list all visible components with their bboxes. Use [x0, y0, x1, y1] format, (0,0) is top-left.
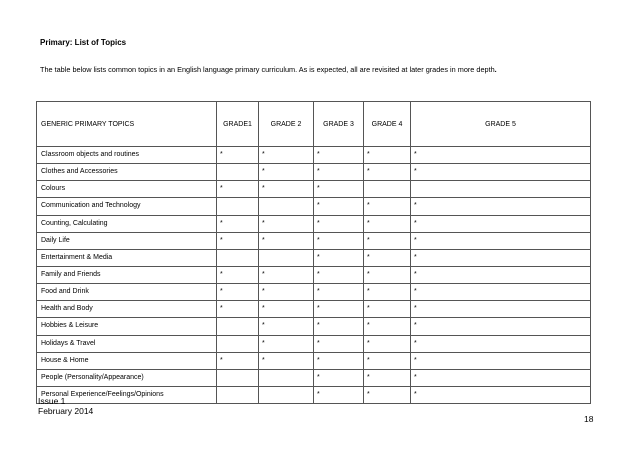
grade-3-mark: * [314, 352, 364, 369]
topic-cell: Colours [37, 181, 217, 198]
topics-table-body [37, 147, 591, 404]
grade-2-mark [259, 198, 314, 215]
page-title: Primary: List of Topics [40, 38, 127, 47]
grade-3-mark: * [314, 335, 364, 352]
table-row [37, 164, 591, 181]
issue-label: Issue 1 [38, 396, 66, 406]
topic-cell: Personal Experience/Feelings/Opinions [37, 386, 217, 403]
grade-3-mark: * [314, 386, 364, 403]
grade-3-mark: * [314, 249, 364, 266]
table-row [37, 198, 591, 215]
grade-2-mark: * [259, 266, 314, 283]
topic-cell: People (Personality/Appearance) [37, 369, 217, 386]
intro-text: The table below lists common topics in an English language primary curriculum. As is expected, all are revisited at later grades in more depth [40, 65, 495, 74]
grade-2-mark: * [259, 301, 314, 318]
grade-3-mark: * [314, 147, 364, 164]
grade-2-mark: * [259, 181, 314, 198]
grade-3-mark: * [314, 318, 364, 335]
topic-cell: Food and Drink [37, 284, 217, 301]
table-row [37, 284, 591, 301]
grade-4-mark: * [364, 249, 411, 266]
grade-3-mark: * [314, 181, 364, 198]
header-grade-5: GRADE 5 [411, 102, 591, 147]
grade-3-mark: * [314, 301, 364, 318]
grade-1-mark [217, 198, 259, 215]
header-grade-3: GRADE 3 [314, 102, 364, 147]
table-row [37, 249, 591, 266]
grade-1-mark: * [217, 232, 259, 249]
table-row [37, 181, 591, 198]
topic-cell: Entertainment & Media [37, 249, 217, 266]
grade-4-mark: * [364, 386, 411, 403]
table-row [37, 215, 591, 232]
grade-1-mark: * [217, 301, 259, 318]
grade-2-mark: * [259, 284, 314, 301]
grade-2-mark: * [259, 147, 314, 164]
grade-4-mark [364, 181, 411, 198]
table-row [37, 266, 591, 283]
grade-5-mark: * [411, 318, 591, 335]
grade-5-mark: * [411, 215, 591, 232]
grade-3-mark: * [314, 284, 364, 301]
table-row [37, 147, 591, 164]
grade-3-mark: * [314, 369, 364, 386]
grade-3-mark: * [314, 164, 364, 181]
grade-1-mark: * [217, 284, 259, 301]
grade-2-mark: * [259, 232, 314, 249]
grade-4-mark: * [364, 352, 411, 369]
topic-cell: Holidays & Travel [37, 335, 217, 352]
grade-5-mark: * [411, 147, 591, 164]
intro-period: . [494, 65, 497, 74]
topic-cell: Counting, Calculating [37, 215, 217, 232]
topic-cell: House & Home [37, 352, 217, 369]
grade-1-mark [217, 249, 259, 266]
grade-2-mark [259, 369, 314, 386]
grade-1-mark [217, 318, 259, 335]
grade-4-mark: * [364, 147, 411, 164]
topic-cell: Communication and Technology [37, 198, 217, 215]
grade-4-mark: * [364, 318, 411, 335]
grade-4-mark: * [364, 266, 411, 283]
grade-1-mark: * [217, 352, 259, 369]
grade-1-mark [217, 386, 259, 403]
grade-5-mark: * [411, 266, 591, 283]
grade-2-mark: * [259, 164, 314, 181]
table-row [37, 386, 591, 403]
grade-3-mark: * [314, 198, 364, 215]
header-grade-2: GRADE 2 [259, 102, 314, 147]
page-number: 18 [584, 414, 594, 424]
grade-2-mark [259, 249, 314, 266]
topic-cell: Family and Friends [37, 266, 217, 283]
grade-1-mark [217, 369, 259, 386]
grade-2-mark: * [259, 318, 314, 335]
grade-4-mark: * [364, 232, 411, 249]
table-row [37, 352, 591, 369]
footer [38, 396, 93, 416]
table-row [37, 301, 591, 318]
grade-1-mark: * [217, 266, 259, 283]
grade-5-mark: * [411, 198, 591, 215]
table-row [37, 369, 591, 386]
topic-cell: Health and Body [37, 301, 217, 318]
grade-4-mark: * [364, 215, 411, 232]
header-topics: GENERIC PRIMARY TOPICS [37, 102, 217, 147]
table-header-row [37, 102, 591, 147]
grade-5-mark: * [411, 249, 591, 266]
grade-1-mark [217, 164, 259, 181]
grade-2-mark [259, 386, 314, 403]
grade-2-mark: * [259, 215, 314, 232]
grade-1-mark: * [217, 147, 259, 164]
header-grade-4: GRADE 4 [364, 102, 411, 147]
grade-1-mark: * [217, 181, 259, 198]
topics-table [36, 101, 591, 404]
table-row [37, 335, 591, 352]
topic-cell: Daily Life [37, 232, 217, 249]
issue-date: February 2014 [38, 406, 94, 416]
topic-cell: Hobbies & Leisure [37, 318, 217, 335]
grade-5-mark [411, 181, 591, 198]
table-row [37, 232, 591, 249]
grade-5-mark: * [411, 335, 591, 352]
grade-4-mark: * [364, 198, 411, 215]
grade-4-mark: * [364, 369, 411, 386]
grade-2-mark: * [259, 352, 314, 369]
grade-4-mark: * [364, 301, 411, 318]
grade-1-mark: * [217, 215, 259, 232]
grade-3-mark: * [314, 232, 364, 249]
grade-4-mark: * [364, 164, 411, 181]
grade-5-mark: * [411, 301, 591, 318]
grade-5-mark: * [411, 164, 591, 181]
grade-4-mark: * [364, 284, 411, 301]
grade-5-mark: * [411, 352, 591, 369]
table-row [37, 318, 591, 335]
header-grade-1: GRADE1 [217, 102, 259, 147]
grade-5-mark: * [411, 386, 591, 403]
topic-cell: Clothes and Accessories [37, 164, 217, 181]
grade-5-mark: * [411, 232, 591, 249]
grade-4-mark: * [364, 335, 411, 352]
grade-5-mark: * [411, 369, 591, 386]
grade-3-mark: * [314, 266, 364, 283]
grade-5-mark: * [411, 284, 591, 301]
grade-1-mark [217, 335, 259, 352]
grade-3-mark: * [314, 215, 364, 232]
topic-cell: Classroom objects and routines [37, 147, 217, 164]
grade-2-mark: * [259, 335, 314, 352]
intro-paragraph [40, 65, 497, 74]
